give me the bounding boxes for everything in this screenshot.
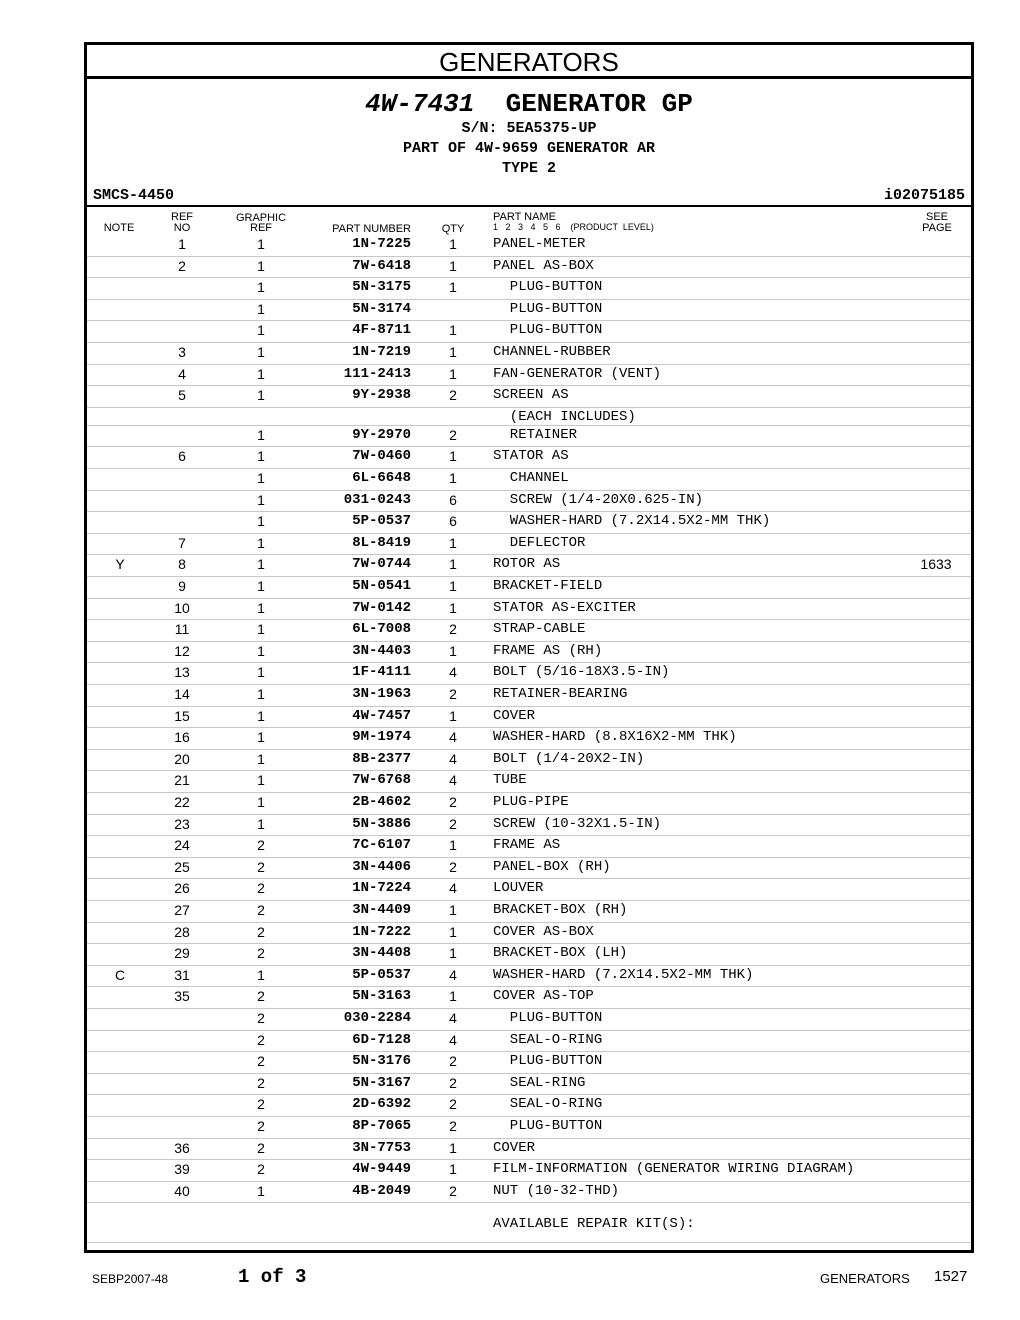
part-name-cell: CHANNEL <box>493 470 569 486</box>
group-title-block <box>87 89 971 179</box>
part-number-cell: 9Y-2970 <box>352 426 411 443</box>
ref-number-cell: 5 <box>178 387 186 404</box>
table-row <box>87 620 971 642</box>
header-qty: QTY <box>441 223 465 235</box>
graphic-ref-cell: 1 <box>257 664 265 681</box>
graphic-ref-cell: 1 <box>257 772 265 789</box>
table-row <box>87 1095 971 1117</box>
part-name-cell: BRACKET-FIELD <box>493 578 603 594</box>
part-name-cell: PANEL-METER <box>493 236 586 252</box>
qty-cell: 2 <box>449 426 457 443</box>
graphic-ref-cell: 2 <box>257 1053 265 1070</box>
qty-cell: 1 <box>449 279 457 296</box>
graphic-ref-cell: 1 <box>257 750 265 767</box>
qty-cell: 1 <box>449 837 457 854</box>
table-row <box>87 599 971 621</box>
table-row <box>87 426 971 448</box>
table-row <box>87 685 971 707</box>
ref-number-cell: 7 <box>178 534 186 551</box>
part-name-cell: NUT (10-32-THD) <box>493 1182 620 1199</box>
ref-number-cell: 13 <box>174 664 190 681</box>
table-row <box>87 469 971 491</box>
part-name-cell: WASHER-HARD (8.8X16X2-MM THK) <box>493 729 737 746</box>
part-name-cell: PLUG-BUTTON <box>493 279 603 296</box>
part-name-cell: CHANNEL-RUBBER <box>493 344 611 360</box>
qty-cell: 2 <box>449 794 457 810</box>
part-number-cell: 031-0243 <box>343 491 411 508</box>
graphic-ref-cell: 2 <box>257 1010 265 1026</box>
table-row <box>87 728 971 750</box>
part-name-cell: PANEL-BOX (RH) <box>493 858 611 875</box>
table-row <box>87 491 971 513</box>
part-name-cell: RETAINER <box>493 426 578 443</box>
part-name-cell: COVER <box>493 707 536 724</box>
ref-number-cell: 8 <box>178 556 186 573</box>
qty-cell: 2 <box>449 1096 457 1113</box>
note-cell: Y <box>115 556 125 573</box>
part-number-cell: 4W-7457 <box>352 707 411 724</box>
graphic-ref-cell: 2 <box>257 858 265 875</box>
qty-cell: 1 <box>449 599 457 616</box>
qty-cell: 1 <box>449 945 457 962</box>
table-row <box>87 1117 971 1139</box>
table-row <box>87 1052 971 1074</box>
table-row <box>87 257 971 279</box>
graphic-ref-cell: 1 <box>257 365 265 382</box>
part-number-cell: 1N-7225 <box>352 236 411 252</box>
qty-cell: 1 <box>449 578 457 594</box>
table-row <box>87 923 971 945</box>
graphic-ref-cell: 1 <box>257 815 265 832</box>
part-number-cell: 6L-7008 <box>352 621 411 638</box>
group-name: GENERATOR GP <box>505 89 693 119</box>
qty-cell: 2 <box>449 387 457 404</box>
ref-number-cell: 24 <box>174 837 190 854</box>
qty-cell: 4 <box>449 729 457 746</box>
part-number-cell: 3N-7753 <box>352 1139 411 1156</box>
ref-number-cell: 15 <box>174 707 190 724</box>
qty-cell: 4 <box>449 1010 457 1026</box>
part-number-cell: 1N-7224 <box>352 880 411 897</box>
part-number-cell: 9M-1974 <box>352 729 411 746</box>
header-graphic-top: GRAPHIC <box>235 212 287 224</box>
part-number-cell: 111-2413 <box>343 365 411 382</box>
part-number-cell: 1N-7222 <box>352 923 411 940</box>
graphic-ref-cell: 1 <box>257 491 265 508</box>
note-cell: C <box>114 966 126 983</box>
part-name-cell: FRAME AS (RH) <box>493 642 603 659</box>
table-row <box>87 447 971 469</box>
graphic-ref-cell: 1 <box>257 578 265 594</box>
ref-number-cell: 21 <box>174 772 190 789</box>
part-of: PART OF 4W-9659 GENERATOR AR <box>402 140 656 157</box>
graphic-ref-cell: 1 <box>257 686 265 702</box>
qty-cell: 1 <box>449 988 457 1005</box>
part-number-cell: 4F-8711 <box>352 322 411 339</box>
group-title <box>87 89 971 119</box>
qty-cell: 1 <box>449 902 457 918</box>
part-name-cell: COVER AS-TOP <box>493 988 594 1005</box>
part-name-cell: ROTOR AS <box>493 556 561 573</box>
part-number-cell: 5N-3176 <box>352 1053 411 1070</box>
qty-cell: 1 <box>449 1161 457 1178</box>
table-row <box>87 300 971 322</box>
part-name-cell: STRAP-CABLE <box>493 621 586 638</box>
header-part-name: PART NAME <box>493 211 556 223</box>
part-name-cell: LOUVER <box>493 880 544 897</box>
graphic-ref-cell: 1 <box>257 257 265 274</box>
part-number-cell: 3N-4403 <box>352 642 411 659</box>
page-number: 1527 <box>934 1268 968 1285</box>
type-label: TYPE 2 <box>501 160 556 177</box>
part-number-cell: 7W-0460 <box>352 448 411 465</box>
qty-cell: 1 <box>449 344 457 360</box>
graphic-ref-cell: 1 <box>257 794 265 810</box>
qty-cell: 4 <box>449 750 457 767</box>
part-name-cell: FAN-GENERATOR (VENT) <box>493 365 662 382</box>
part-name-cell: SEAL-O-RING <box>493 1031 603 1048</box>
header-ref-top: REF <box>171 211 193 223</box>
smcs-code: SMCS-4450 <box>93 187 175 204</box>
part-number-cell: 4B-2049 <box>352 1182 411 1199</box>
part-number-cell: 2B-4602 <box>352 794 411 810</box>
part-name-cell: DEFLECTOR <box>493 534 586 551</box>
part-name-cell: SEAL-O-RING <box>493 1096 603 1113</box>
graphic-ref-cell: 2 <box>257 902 265 918</box>
qty-cell: 1 <box>449 470 457 486</box>
graphic-ref-cell: 2 <box>257 1161 265 1178</box>
ref-number-cell: 22 <box>174 794 190 810</box>
part-number-cell: 5N-3163 <box>352 988 411 1005</box>
table-row <box>87 750 971 772</box>
table-row <box>87 663 971 685</box>
part-number-cell: 5N-3175 <box>352 279 411 296</box>
graphic-ref-cell: 1 <box>257 448 265 465</box>
ref-number-cell: 40 <box>174 1182 190 1199</box>
qty-cell: 1 <box>449 707 457 724</box>
part-number-cell: 3N-4406 <box>352 858 411 875</box>
part-number-cell: 7W-6768 <box>352 772 411 789</box>
part-number-cell: 8B-2377 <box>352 750 411 767</box>
part-number-cell: 6D-7128 <box>352 1031 411 1048</box>
doc-id: SEBP2007-48 <box>92 1272 169 1286</box>
table-row <box>87 707 971 729</box>
graphic-ref-cell: 1 <box>257 556 265 573</box>
ref-number-cell: 25 <box>174 858 190 875</box>
ref-number-cell: 31 <box>174 966 190 983</box>
graphic-ref-cell: 1 <box>257 279 265 296</box>
ref-number-cell: 28 <box>174 923 190 940</box>
part-number-cell: 5N-0541 <box>352 578 411 594</box>
table-row <box>87 1031 971 1053</box>
qty-cell: 4 <box>449 772 457 789</box>
graphic-ref-cell: 2 <box>257 1139 265 1156</box>
header-see-bottom: PAGE <box>922 222 952 234</box>
qty-cell: 1 <box>449 534 457 551</box>
table-row <box>87 858 971 880</box>
part-name-cell: BOLT (5/16-18X3.5-IN) <box>493 664 670 681</box>
group-part-number: 4W-7431 <box>365 89 475 119</box>
part-number-cell: 4W-9449 <box>352 1161 411 1178</box>
graphic-ref-cell: 1 <box>257 1182 265 1199</box>
header-graphic-bottom: REF <box>250 222 272 234</box>
part-name-cell: STATOR AS-EXCITER <box>493 599 636 616</box>
part-number-cell: 7W-0744 <box>352 556 411 573</box>
part-number-cell: 7W-6418 <box>352 257 411 274</box>
table-row <box>87 365 971 387</box>
qty-cell: 4 <box>449 966 457 983</box>
table-row <box>87 944 971 966</box>
ref-number-cell: 36 <box>174 1139 190 1156</box>
qty-cell: 1 <box>449 365 457 382</box>
graphic-ref-cell: 2 <box>257 988 265 1005</box>
parts-page-frame <box>84 42 974 1253</box>
table-row <box>87 278 971 300</box>
part-number-cell: 8P-7065 <box>352 1118 411 1134</box>
part-number-cell: 5N-3174 <box>352 300 411 317</box>
qty-cell: 2 <box>449 815 457 832</box>
table-row <box>87 879 971 901</box>
header-ref-bottom: NO <box>173 222 191 234</box>
graphic-ref-cell: 1 <box>257 426 265 443</box>
ref-number-cell: 12 <box>174 642 190 659</box>
ref-number-cell: 6 <box>178 448 186 465</box>
table-row <box>87 343 971 365</box>
graphic-ref-cell: 1 <box>257 729 265 746</box>
part-number-cell: 7C-6107 <box>352 837 411 854</box>
table-row <box>87 408 971 426</box>
qty-cell: 6 <box>449 491 457 508</box>
part-name-cell: TUBE <box>493 772 527 789</box>
part-name-cell: PLUG-BUTTON <box>493 1118 603 1134</box>
qty-cell: 2 <box>449 1074 457 1091</box>
part-number-cell: 6L-6648 <box>352 470 411 486</box>
qty-cell: 4 <box>449 1031 457 1048</box>
part-number-cell: 3N-4409 <box>352 902 411 918</box>
qty-cell: 1 <box>449 448 457 465</box>
graphic-ref-cell: 2 <box>257 837 265 854</box>
ref-number-cell: 26 <box>174 880 190 897</box>
ref-number-cell: 10 <box>174 599 190 616</box>
part-name-cell: SCREW (10-32X1.5-IN) <box>493 815 662 832</box>
table-row <box>87 771 971 793</box>
header-see-top: SEE <box>925 211 948 223</box>
part-number-cell: 5N-3167 <box>352 1074 411 1091</box>
qty-cell: 2 <box>449 1053 457 1070</box>
ref-number-cell: 9 <box>178 578 186 594</box>
qty-cell: 2 <box>449 858 457 875</box>
qty-cell: 2 <box>449 621 457 638</box>
part-name-cell: COVER <box>493 1139 536 1156</box>
qty-cell: 2 <box>449 1118 457 1134</box>
part-name-cell: BOLT (1/4-20X2-IN) <box>493 750 645 767</box>
ref-number-cell: 39 <box>174 1161 190 1178</box>
qty-cell: 1 <box>449 556 457 573</box>
ref-number-cell: 3 <box>178 344 186 360</box>
header-note: NOTE <box>103 222 135 234</box>
part-name-cell: FRAME AS <box>493 837 561 854</box>
table-row <box>87 1182 971 1204</box>
part-name-cell: PLUG-BUTTON <box>493 322 603 339</box>
table-row <box>87 966 971 988</box>
part-name-cell: SEAL-RING <box>493 1074 586 1091</box>
graphic-ref-cell: 2 <box>257 1096 265 1113</box>
header-divider <box>87 205 971 207</box>
table-row <box>87 642 971 664</box>
part-number-cell: 8L-8419 <box>352 534 411 551</box>
part-name-cell: PANEL AS-BOX <box>493 257 594 274</box>
part-name-cell: BRACKET-BOX (RH) <box>493 902 628 918</box>
part-number-cell: 9Y-2938 <box>352 387 411 404</box>
graphic-ref-cell: 1 <box>257 387 265 404</box>
table-row <box>87 321 971 343</box>
graphic-ref-cell: 1 <box>257 642 265 659</box>
ref-number-cell: 20 <box>174 750 190 767</box>
qty-cell: 1 <box>449 236 457 252</box>
part-name-cell: FILM-INFORMATION (GENERATOR WIRING DIAGRAM) <box>493 1161 855 1178</box>
qty-cell: 2 <box>449 1182 457 1199</box>
graphic-ref-cell: 1 <box>257 707 265 724</box>
qty-cell: 6 <box>449 513 457 530</box>
part-number-cell: 2D-6392 <box>352 1096 411 1113</box>
table-row <box>87 534 971 556</box>
part-name-cell: WASHER-HARD (7.2X14.5X2-MM THK) <box>493 966 754 983</box>
part-name-cell: RETAINER-BEARING <box>493 686 628 702</box>
part-number-cell: 7W-0142 <box>352 599 411 616</box>
table-row <box>87 577 971 599</box>
graphic-ref-cell: 1 <box>257 534 265 551</box>
header-product-levels: 1 2 3 4 5 6 (PRODUCT LEVEL) <box>493 222 654 232</box>
part-number-cell: 3N-4408 <box>352 945 411 962</box>
image-id: i02075185 <box>883 187 965 204</box>
ref-number-cell: 16 <box>174 729 190 746</box>
table-row <box>87 1203 971 1243</box>
table-row <box>87 987 971 1009</box>
graphic-ref-cell: 1 <box>257 344 265 360</box>
ref-number-cell: 29 <box>174 945 190 962</box>
part-name-cell: BRACKET-BOX (LH) <box>493 945 628 962</box>
graphic-ref-cell: 1 <box>257 621 265 638</box>
table-row <box>87 1160 971 1182</box>
part-name-cell: PLUG-BUTTON <box>493 1010 603 1026</box>
ref-number-cell: 35 <box>174 988 190 1005</box>
table-row <box>87 1009 971 1031</box>
ref-number-cell: 2 <box>178 257 186 274</box>
graphic-ref-cell: 2 <box>257 945 265 962</box>
graphic-ref-cell: 1 <box>257 599 265 616</box>
part-number-cell: 5N-3886 <box>352 815 411 832</box>
ref-number-cell: 1 <box>178 236 186 252</box>
table-row <box>87 793 971 815</box>
part-number-cell: 5P-0537 <box>352 513 411 530</box>
table-row <box>87 1074 971 1096</box>
qty-cell: 1 <box>449 1139 457 1156</box>
part-number-cell: 3N-1963 <box>352 686 411 702</box>
graphic-ref-cell: 2 <box>257 1074 265 1091</box>
part-name-cell: PLUG-PIPE <box>493 794 569 810</box>
qty-cell: 1 <box>449 257 457 274</box>
section-title: GENERATORS <box>87 45 971 79</box>
footer-section: GENERATORS <box>820 1271 910 1286</box>
part-number-cell: 030-2284 <box>343 1010 411 1026</box>
graphic-ref-cell: 2 <box>257 1118 265 1134</box>
part-number-cell: 5P-0537 <box>352 966 411 983</box>
graphic-ref-cell: 1 <box>257 322 265 339</box>
graphic-ref-cell: 2 <box>257 923 265 940</box>
table-row <box>87 815 971 837</box>
page-of: 1 of 3 <box>238 1266 307 1288</box>
qty-cell: 1 <box>449 923 457 940</box>
graphic-ref-cell: 1 <box>257 300 265 317</box>
part-name-cell: WASHER-HARD (7.2X14.5X2-MM THK) <box>493 513 771 530</box>
part-number-cell: 1F-4111 <box>352 664 411 681</box>
part-name-cell: PLUG-BUTTON <box>493 300 603 317</box>
graphic-ref-cell: 1 <box>257 513 265 530</box>
table-row <box>87 512 971 534</box>
ref-number-cell: 11 <box>174 621 190 638</box>
header-part-number: PART NUMBER <box>332 223 411 235</box>
qty-cell: 4 <box>449 664 457 681</box>
ref-number-cell: 23 <box>174 815 190 832</box>
part-name-cell: AVAILABLE REPAIR KIT(S): <box>493 1216 695 1233</box>
serial-number: S/N: 5EA5375-UP <box>461 120 597 137</box>
part-number-cell: 1N-7219 <box>352 344 411 360</box>
graphic-ref-cell: 1 <box>257 470 265 486</box>
qty-cell: 1 <box>449 322 457 339</box>
graphic-ref-cell: 1 <box>257 236 265 252</box>
part-name-cell: (EACH INCLUDES) <box>493 408 636 425</box>
table-row <box>87 901 971 923</box>
part-name-cell: PLUG-BUTTON <box>493 1053 603 1070</box>
qty-cell: 1 <box>449 642 457 659</box>
part-name-cell: SCREEN AS <box>493 387 569 404</box>
table-row <box>87 1139 971 1161</box>
ref-number-cell: 4 <box>178 365 186 382</box>
graphic-ref-cell: 2 <box>257 880 265 897</box>
see-page-cell: 1633 <box>920 556 952 573</box>
qty-cell: 2 <box>449 686 457 702</box>
graphic-ref-cell: 2 <box>257 1031 265 1048</box>
table-row <box>87 836 971 858</box>
ref-number-cell: 14 <box>174 686 190 702</box>
table-row <box>87 235 971 257</box>
graphic-ref-cell: 1 <box>257 966 265 983</box>
table-row <box>87 555 971 577</box>
part-name-cell: SCREW (1/4-20X0.625-IN) <box>493 491 704 508</box>
ref-number-cell: 27 <box>174 902 190 918</box>
part-name-cell: COVER AS-BOX <box>493 923 594 940</box>
part-name-cell: STATOR AS <box>493 448 569 465</box>
table-row <box>87 386 971 408</box>
qty-cell: 4 <box>449 880 457 897</box>
